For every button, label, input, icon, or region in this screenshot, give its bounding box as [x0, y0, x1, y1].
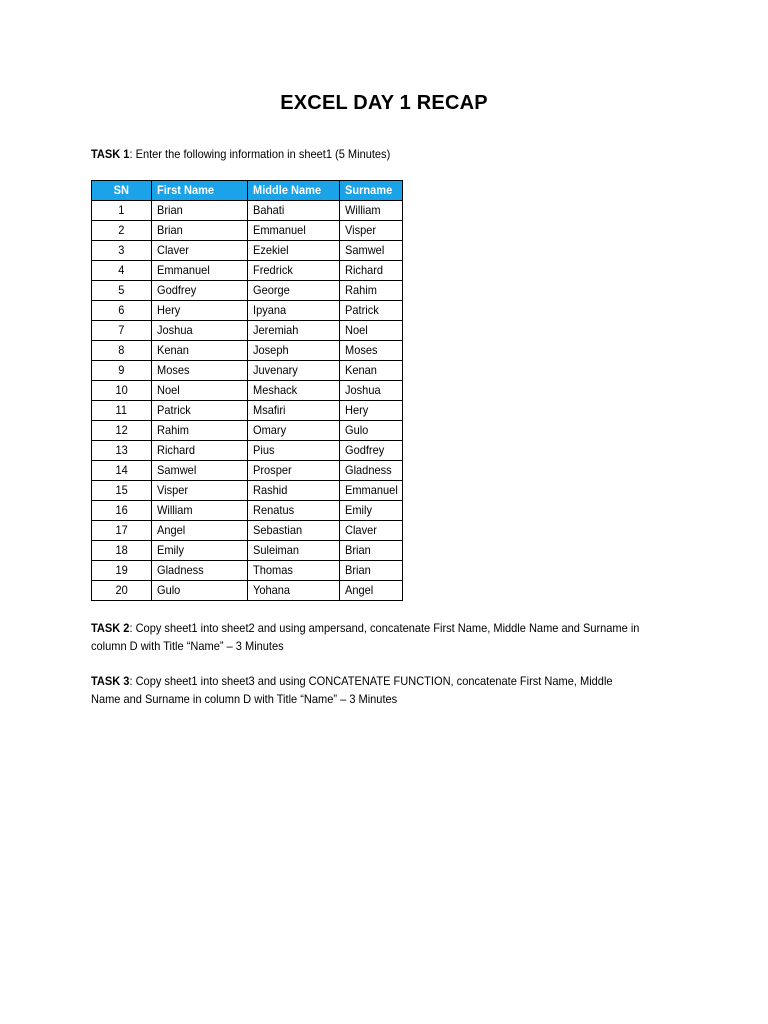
- cell-first-name: Moses: [152, 361, 248, 381]
- cell-sn: 14: [92, 461, 152, 481]
- table-row: [92, 401, 403, 421]
- cell-middle-name: Suleiman: [248, 541, 340, 561]
- cell-first-name: Samwel: [152, 461, 248, 481]
- header-row: [92, 181, 403, 201]
- cell-sn: 2: [92, 221, 152, 241]
- header-first-name: First Name: [152, 181, 248, 201]
- cell-sn: 7: [92, 321, 152, 341]
- task-3-instruction: [91, 672, 643, 708]
- table-row: [92, 481, 403, 501]
- cell-sn: 4: [92, 261, 152, 281]
- cell-sn: 10: [92, 381, 152, 401]
- task-3-text: : Copy sheet1 into sheet3 and using CONCATENATE FUNCTION, concatenate First Name, Middle Name and Surname in column D with Title “Name” – 3 Minutes: [91, 674, 613, 706]
- cell-sn: 18: [92, 541, 152, 561]
- table-row: [92, 501, 403, 521]
- cell-surname: Emmanuel: [340, 481, 403, 501]
- cell-middle-name: Ipyana: [248, 301, 340, 321]
- cell-sn: 17: [92, 521, 152, 541]
- cell-first-name: Brian: [152, 221, 248, 241]
- cell-middle-name: Juvenary: [248, 361, 340, 381]
- cell-first-name: Richard: [152, 441, 248, 461]
- cell-first-name: Kenan: [152, 341, 248, 361]
- cell-first-name: Claver: [152, 241, 248, 261]
- cell-middle-name: Prosper: [248, 461, 340, 481]
- cell-surname: Rahim: [340, 281, 403, 301]
- cell-surname: Gulo: [340, 421, 403, 441]
- cell-first-name: Joshua: [152, 321, 248, 341]
- cell-middle-name: Yohana: [248, 581, 340, 601]
- cell-sn: 9: [92, 361, 152, 381]
- names-table-header: [92, 181, 403, 201]
- cell-sn: 15: [92, 481, 152, 501]
- cell-first-name: Noel: [152, 381, 248, 401]
- header-sn: SN: [92, 181, 152, 201]
- table-row: [92, 221, 403, 241]
- task-1-label: TASK 1: [91, 147, 130, 161]
- cell-surname: Kenan: [340, 361, 403, 381]
- table-row: [92, 301, 403, 321]
- cell-middle-name: Msafiri: [248, 401, 340, 421]
- cell-sn: 1: [92, 201, 152, 221]
- cell-sn: 11: [92, 401, 152, 421]
- table-row: [92, 441, 403, 461]
- cell-surname: Noel: [340, 321, 403, 341]
- task-2-text: : Copy sheet1 into sheet2 and using ampersand, concatenate First Name, Middle Name and Surname in column D with Title “Name” – 3 Minutes: [91, 621, 640, 653]
- cell-first-name: Angel: [152, 521, 248, 541]
- cell-sn: 8: [92, 341, 152, 361]
- cell-first-name: Gladness: [152, 561, 248, 581]
- table-row: [92, 321, 403, 341]
- cell-middle-name: Omary: [248, 421, 340, 441]
- header-middle-name: Middle Name: [248, 181, 340, 201]
- cell-middle-name: Renatus: [248, 501, 340, 521]
- task-3-label: TASK 3: [91, 674, 130, 688]
- names-table: [91, 180, 403, 601]
- task-1-instruction: [91, 145, 643, 163]
- cell-first-name: Brian: [152, 201, 248, 221]
- cell-middle-name: Ezekiel: [248, 241, 340, 261]
- cell-first-name: Visper: [152, 481, 248, 501]
- cell-middle-name: Sebastian: [248, 521, 340, 541]
- cell-middle-name: Joseph: [248, 341, 340, 361]
- cell-first-name: Emmanuel: [152, 261, 248, 281]
- cell-sn: 13: [92, 441, 152, 461]
- cell-first-name: Emily: [152, 541, 248, 561]
- cell-middle-name: George: [248, 281, 340, 301]
- cell-sn: 3: [92, 241, 152, 261]
- cell-surname: Samwel: [340, 241, 403, 261]
- cell-middle-name: Jeremiah: [248, 321, 340, 341]
- cell-surname: Angel: [340, 581, 403, 601]
- cell-surname: Godfrey: [340, 441, 403, 461]
- table-row: [92, 381, 403, 401]
- cell-surname: Visper: [340, 221, 403, 241]
- cell-surname: Brian: [340, 561, 403, 581]
- cell-middle-name: Emmanuel: [248, 221, 340, 241]
- cell-surname: Gladness: [340, 461, 403, 481]
- task-1-text: : Enter the following information in sheet1 (5 Minutes): [129, 147, 391, 161]
- cell-middle-name: Pius: [248, 441, 340, 461]
- table-row: [92, 521, 403, 541]
- table-row: [92, 561, 403, 581]
- cell-sn: 12: [92, 421, 152, 441]
- cell-middle-name: Meshack: [248, 381, 340, 401]
- table-row: [92, 241, 403, 261]
- table-row: [92, 361, 403, 381]
- cell-surname: Richard: [340, 261, 403, 281]
- cell-sn: 20: [92, 581, 152, 601]
- cell-sn: 5: [92, 281, 152, 301]
- cell-middle-name: Rashid: [248, 481, 340, 501]
- task-2-instruction: [91, 619, 643, 655]
- header-surname: Surname: [340, 181, 403, 201]
- cell-surname: Hery: [340, 401, 403, 421]
- cell-sn: 6: [92, 301, 152, 321]
- cell-first-name: Rahim: [152, 421, 248, 441]
- cell-surname: Moses: [340, 341, 403, 361]
- cell-surname: Patrick: [340, 301, 403, 321]
- cell-first-name: Patrick: [152, 401, 248, 421]
- table-row: [92, 261, 403, 281]
- cell-sn: 19: [92, 561, 152, 581]
- cell-surname: Emily: [340, 501, 403, 521]
- table-row: [92, 341, 403, 361]
- names-table-body: [92, 201, 403, 601]
- cell-first-name: Godfrey: [152, 281, 248, 301]
- cell-surname: William: [340, 201, 403, 221]
- cell-surname: Joshua: [340, 381, 403, 401]
- cell-surname: Brian: [340, 541, 403, 561]
- table-row: [92, 421, 403, 441]
- table-row: [92, 201, 403, 221]
- table-row: [92, 281, 403, 301]
- cell-middle-name: Bahati: [248, 201, 340, 221]
- table-row: [92, 541, 403, 561]
- cell-first-name: Gulo: [152, 581, 248, 601]
- document-title: EXCEL DAY 1 RECAP: [280, 92, 488, 114]
- cell-sn: 16: [92, 501, 152, 521]
- cell-middle-name: Fredrick: [248, 261, 340, 281]
- table-row: [92, 461, 403, 481]
- table-row: [92, 581, 403, 601]
- cell-surname: Claver: [340, 521, 403, 541]
- cell-middle-name: Thomas: [248, 561, 340, 581]
- cell-first-name: William: [152, 501, 248, 521]
- cell-first-name: Hery: [152, 301, 248, 321]
- task-2-label: TASK 2: [91, 621, 130, 635]
